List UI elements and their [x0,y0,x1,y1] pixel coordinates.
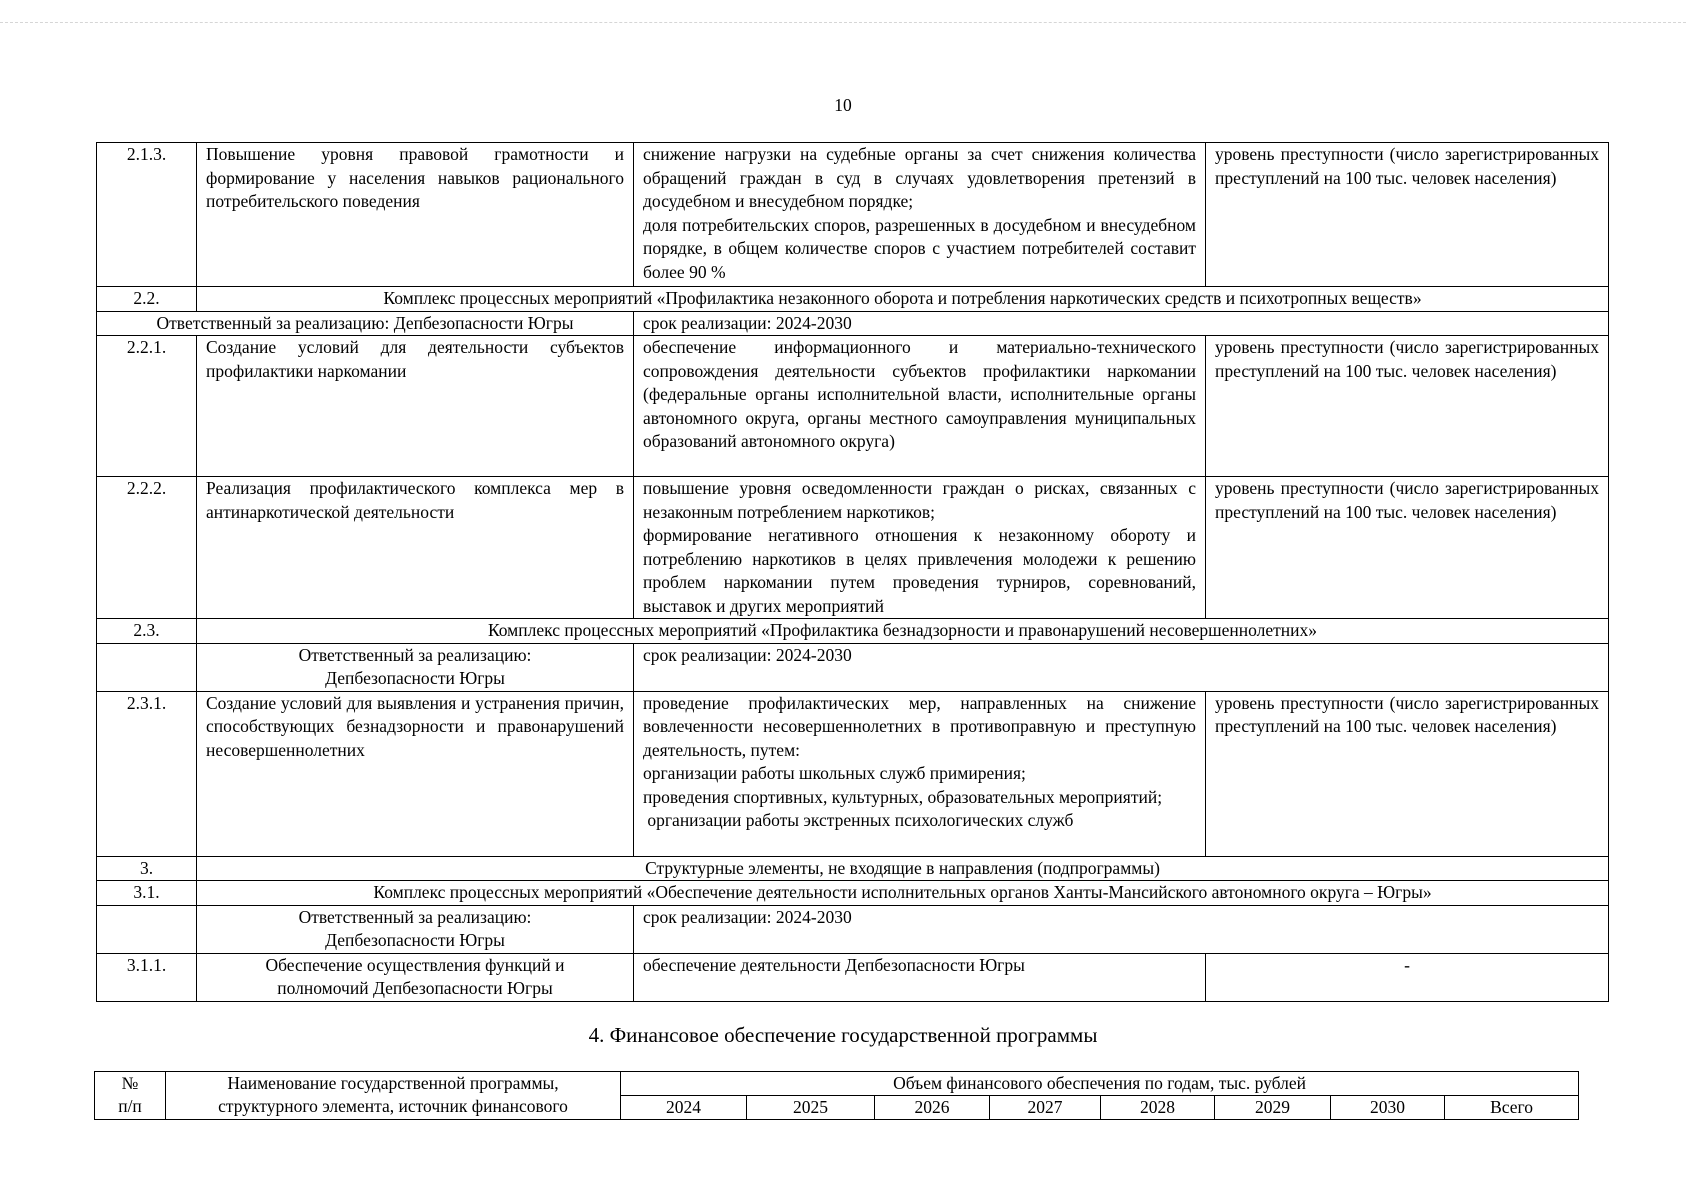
responsible-label: Ответственный за реализацию: [298,906,532,927]
table-row [97,856,1609,881]
measure-indicator: уровень преступности (число зарегистрированных преступлений на 100 тыс. человек населения) [1206,477,1609,619]
measure-indicator: уровень преступности (число зарегистрированных преступлений на 100 тыс. человек населения) [1206,143,1609,287]
col-header-year: 2026 [875,1096,990,1120]
table-row [97,905,1609,953]
complex-title: Комплекс процессных мероприятий «Обеспечение деятельности исполнительных органов Ханты-Мансийского автономного округа – Югры» [197,881,1609,906]
measure-result: проведение профилактических мер, направленных на снижение вовлеченности несовершеннолетних в противоправную и преступную деятельность, путем: организации работы школьных служб примирения; проведения спортивных, культурных, образовательных мероприятий; организации работы экстренных психологических служб [634,691,1206,856]
page-number: 10 [834,95,852,115]
table-row [97,143,1609,287]
responsible-org: Депбезопасности Югры [325,668,505,688]
empty-cell [97,905,197,953]
col-header-total: Всего [1445,1096,1579,1120]
row-number: 3. [97,856,197,881]
responsible-executor [197,905,634,953]
table-row [97,691,1609,856]
measure-indicator: уровень преступности (число зарегистрированных преступлений на 100 тыс. человек населения) [1206,336,1609,477]
col-header-year: 2024 [621,1096,747,1120]
measure-result: обеспечение информационного и материально-технического сопровождения деятельности субъектов профилактики наркомании (федеральные органы исполнительной власти, исполнительные органы автономного округа, органы местного самоуправления муниципальных образований автономного округа) [634,336,1206,477]
row-number: 2.2.1. [97,336,197,477]
implementation-term: срок реализации: 2024-2030 [634,311,1609,336]
measure-result: обеспечение деятельности Депбезопасности Югры [634,953,1206,1001]
col-header-volume: Объем финансового обеспечения по годам, тыс. рублей [621,1072,1579,1096]
measure-name [197,953,634,1001]
col-header-year: 2030 [1331,1096,1445,1120]
section-title: 4. Финансовое обеспечение государственной программы [588,1023,1098,1047]
row-number: 2.3.1. [97,691,197,856]
table-row [97,643,1609,691]
col-header-year: 2025 [747,1096,875,1120]
col-header-name [166,1072,621,1120]
table-row [97,619,1609,644]
col-header-year: 2027 [990,1096,1101,1120]
measure-name: Создание условий для деятельности субъектов профилактики наркомании [197,336,634,477]
col-header-number: № п/п [95,1072,166,1120]
measure-indicator: - [1206,953,1609,1001]
table-row [97,287,1609,312]
row-number: 2.2. [97,287,197,312]
responsible-executor: Ответственный за реализацию: Депбезопасности Югры [97,311,634,336]
responsible-label: Ответственный за реализацию: [298,644,532,665]
measure-name: Реализация профилактического комплекса мер в антинаркотической деятельности [197,477,634,619]
empty-cell [97,643,197,691]
col-header-name-line: Наименование государственной программы, [227,1073,559,1093]
measure-result: снижение нагрузки на судебные органы за счет снижения количества обращений граждан в суд в случаях удовлетворения претензий в досудебном и внесудебном порядке; доля потребительских споров, разрешенных в досудебном и внесудебном порядке, в общем количестве споров с участием потребителей составит более 90 % [634,143,1206,287]
row-number: 3.1. [97,881,197,906]
row-number: 2.1.3. [97,143,197,287]
col-header-year: 2029 [1215,1096,1331,1120]
table-row [97,881,1609,906]
complex-title: Комплекс процессных мероприятий «Профилактика незаконного оборота и потребления наркотических средств и психотропных веществ» [197,287,1609,312]
responsible-org: Депбезопасности Югры [325,930,505,950]
row-number: 2.2.2. [97,477,197,619]
measure-name: Создание условий для выявления и устранения причин, способствующих безнадзорности и правонарушений несовершеннолетних [197,691,634,856]
measure-name-line: Обеспечение осуществления функций и [265,954,565,975]
row-number: 2.3. [97,619,197,644]
col-header-year: 2028 [1101,1096,1215,1120]
measure-name: Повышение уровня правовой грамотности и формирование у населения навыков рационального потребительского поведения [197,143,634,287]
table-row [97,336,1609,477]
implementation-term: срок реализации: 2024-2030 [634,905,1609,953]
table-row [97,953,1609,1001]
measure-indicator: уровень преступности (число зарегистрированных преступлений на 100 тыс. человек населения) [1206,691,1609,856]
measure-name-line: полномочий Депбезопасности Югры [277,978,553,998]
responsible-executor [197,643,634,691]
row-number: 3.1.1. [97,953,197,1001]
table-row [97,477,1609,619]
measure-result: повышение уровня осведомленности граждан о рисках, связанных с незаконным потреблением наркотиков; формирование негативного отношения к незаконному обороту и потреблению наркотиков в целях привлечения молодежи к решению проблем наркомании путем проведения турниров, соревнований, выставок и других мероприятий [634,477,1206,619]
measures-table [96,142,1609,1002]
table-row [97,311,1609,336]
complex-title: Структурные элементы, не входящие в направления (подпрограммы) [197,856,1609,881]
col-header-name-line: структурного элемента, источник финансового [218,1096,568,1116]
complex-title: Комплекс процессных мероприятий «Профилактика безнадзорности и правонарушений несовершеннолетних» [197,619,1609,644]
financing-table [94,1071,1579,1120]
table-header-row [95,1072,1579,1096]
scan-artifact-line [0,22,1686,23]
implementation-term: срок реализации: 2024-2030 [634,643,1609,691]
